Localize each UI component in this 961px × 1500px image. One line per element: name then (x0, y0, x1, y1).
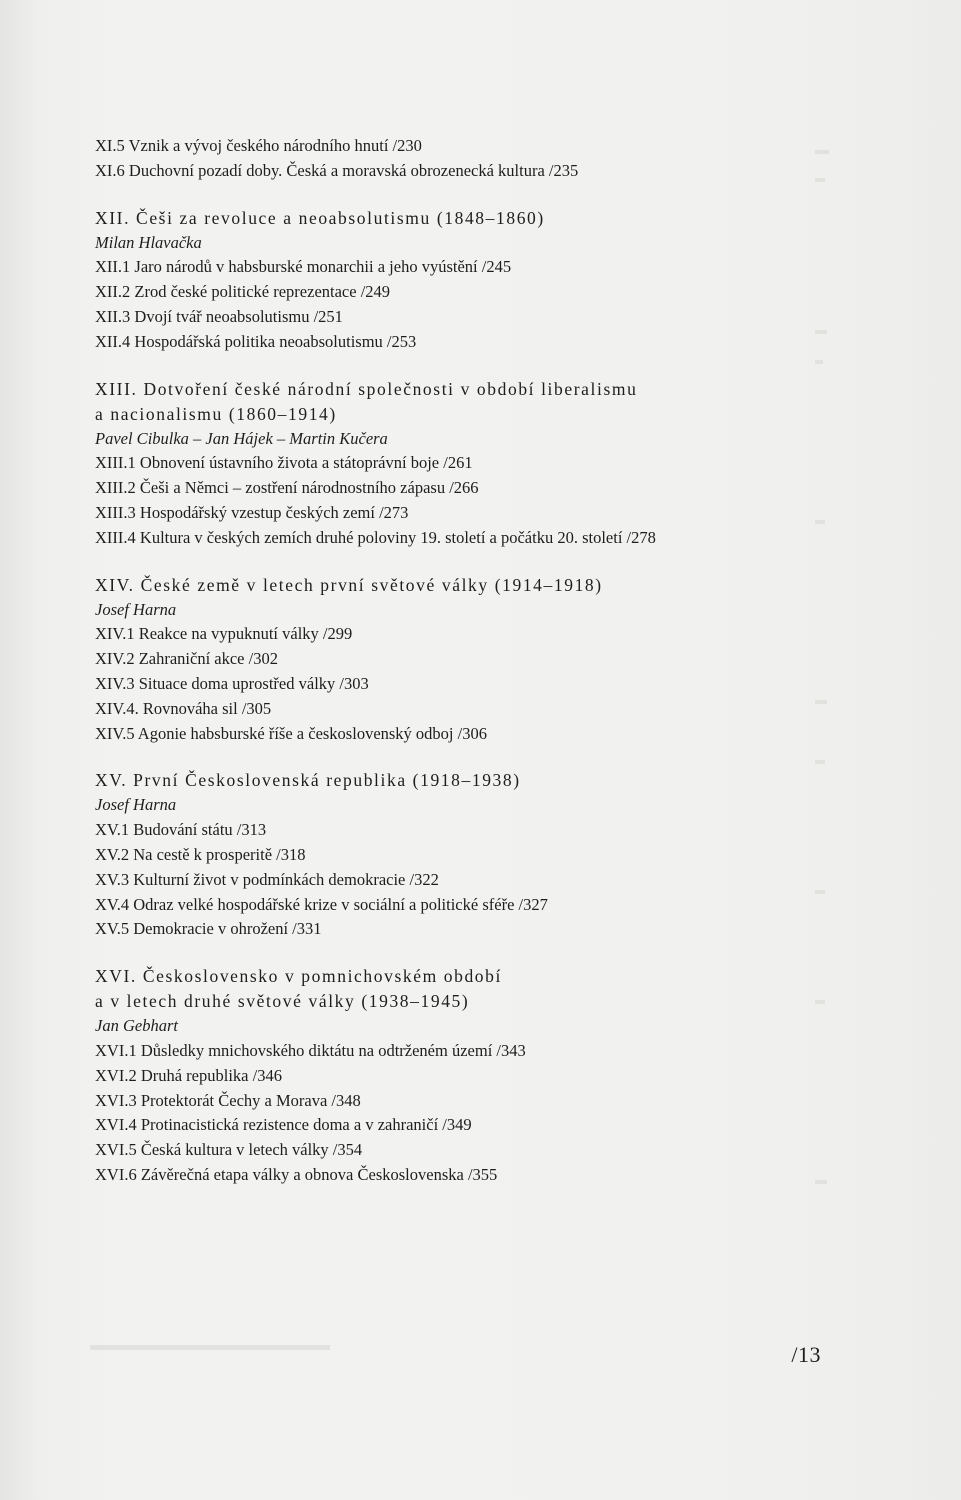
chapter-title[interactable]: XIV. České země v letech první světové války (1914–1918) (95, 574, 603, 595)
toc-entry[interactable]: XIII.2 Češi a Němci – zostření národnostního zápasu /266 (95, 478, 479, 498)
toc-entry[interactable]: XIII.1 Obnovení ústavního života a státoprávní boje /261 (95, 453, 473, 473)
toc-entry[interactable]: XVI.3 Protektorát Čechy a Morava /348 (95, 1090, 361, 1110)
page-number: /13 (791, 1342, 821, 1367)
toc-entry[interactable]: XI.6 Duchovní pozadí doby. Česká a moravská obrozenecká kultura /235 (95, 160, 579, 180)
toc-entry[interactable]: XVI.5 Česká kultura v letech války /354 (95, 1140, 363, 1160)
chapter-title[interactable]: XIII. Dotvoření české národní společnosti v období liberalismu (95, 378, 638, 399)
toc-entry[interactable]: XII.2 Zrod české politické reprezentace /249 (95, 282, 391, 302)
chapter-author: Josef Harna (95, 599, 177, 619)
toc-entry[interactable]: XII.4 Hospodářská politika neoabsolutismu /253 (95, 331, 417, 351)
chapter-author: Milan Hlavačka (95, 232, 202, 252)
toc-entry[interactable]: XII.1 Jaro národů v habsburské monarchii a jeho vyústění /245 (95, 257, 512, 277)
chapter-title[interactable]: XII. Češi za revoluce a neoabsolutismu (1848–1860) (95, 207, 545, 228)
chapter-title[interactable]: XV. První Československá republika (1918–1938) (95, 770, 521, 791)
toc-entry[interactable]: XV.4 Odraz velké hospodářské krize v sociální a politické sféře /327 (95, 894, 548, 914)
chapter-title-continued[interactable]: a nacionalismu (1860–1914) (95, 403, 337, 424)
toc-entry[interactable]: XVI.6 Závěrečná etapa války a obnova Československa /355 (95, 1164, 498, 1184)
toc-entry[interactable]: XIII.4 Kultura v českých zemích druhé poloviny 19. století a počátku 20. století /278 (95, 527, 656, 547)
toc-entry[interactable]: XV.3 Kulturní život v podmínkách demokracie /322 (95, 869, 439, 889)
toc-entry[interactable]: XIII.3 Hospodářský vzestup českých zemí /273 (95, 502, 409, 522)
toc-entry[interactable]: XV.5 Demokracie v ohrožení /331 (95, 919, 322, 939)
toc-entry[interactable]: XVI.2 Druhá republika /346 (95, 1065, 282, 1085)
toc-chapter-xii (95, 206, 875, 355)
toc-entry[interactable]: XVI.4 Protinacistická rezistence doma a v zahraničí /349 (95, 1115, 472, 1135)
chapter-author: Pavel Cibulka – Jan Hájek – Martin Kučera (95, 428, 388, 448)
toc-entry[interactable]: XII.3 Dvojí tvář neoabsolutismu /251 (95, 306, 343, 326)
toc-chapter-xv (95, 768, 875, 942)
toc-entry[interactable]: XIV.2 Zahraniční akce /302 (95, 649, 278, 669)
toc-entry[interactable]: XI.5 Vznik a vývoj českého národního hnutí /230 (95, 136, 422, 155)
toc-entry[interactable]: XVI.1 Důsledky mnichovského diktátu na odtrženém území /343 (95, 1040, 526, 1060)
chapter-author: Jan Gebhart (95, 1016, 178, 1036)
toc-entry[interactable]: XV.2 Na cestě k prosperitě /318 (95, 844, 306, 864)
table-of-contents (95, 134, 875, 1210)
toc-chapter-xvi (95, 964, 875, 1188)
toc-entry[interactable]: XV.1 Budování státu /313 (95, 820, 267, 840)
toc-entry[interactable]: XIV.3 Situace doma uprostřed války /303 (95, 673, 369, 693)
toc-entry[interactable]: XIV.4. Rovnováha sil /305 (95, 698, 272, 718)
chapter-title-continued[interactable]: a v letech druhé světové války (1938–1945) (95, 991, 470, 1012)
toc-entry[interactable]: XIV.5 Agonie habsburské říše a československý odboj /306 (95, 723, 487, 743)
toc-chapter-xiv (95, 573, 875, 747)
toc-section-xi-continued (95, 134, 875, 184)
toc-chapter-xiii (95, 377, 875, 551)
chapter-title[interactable]: XVI. Československo v pomnichovském období (95, 966, 502, 987)
toc-entry[interactable]: XIV.1 Reakce na vypuknutí války /299 (95, 624, 353, 644)
chapter-author: Josef Harna (95, 795, 177, 815)
